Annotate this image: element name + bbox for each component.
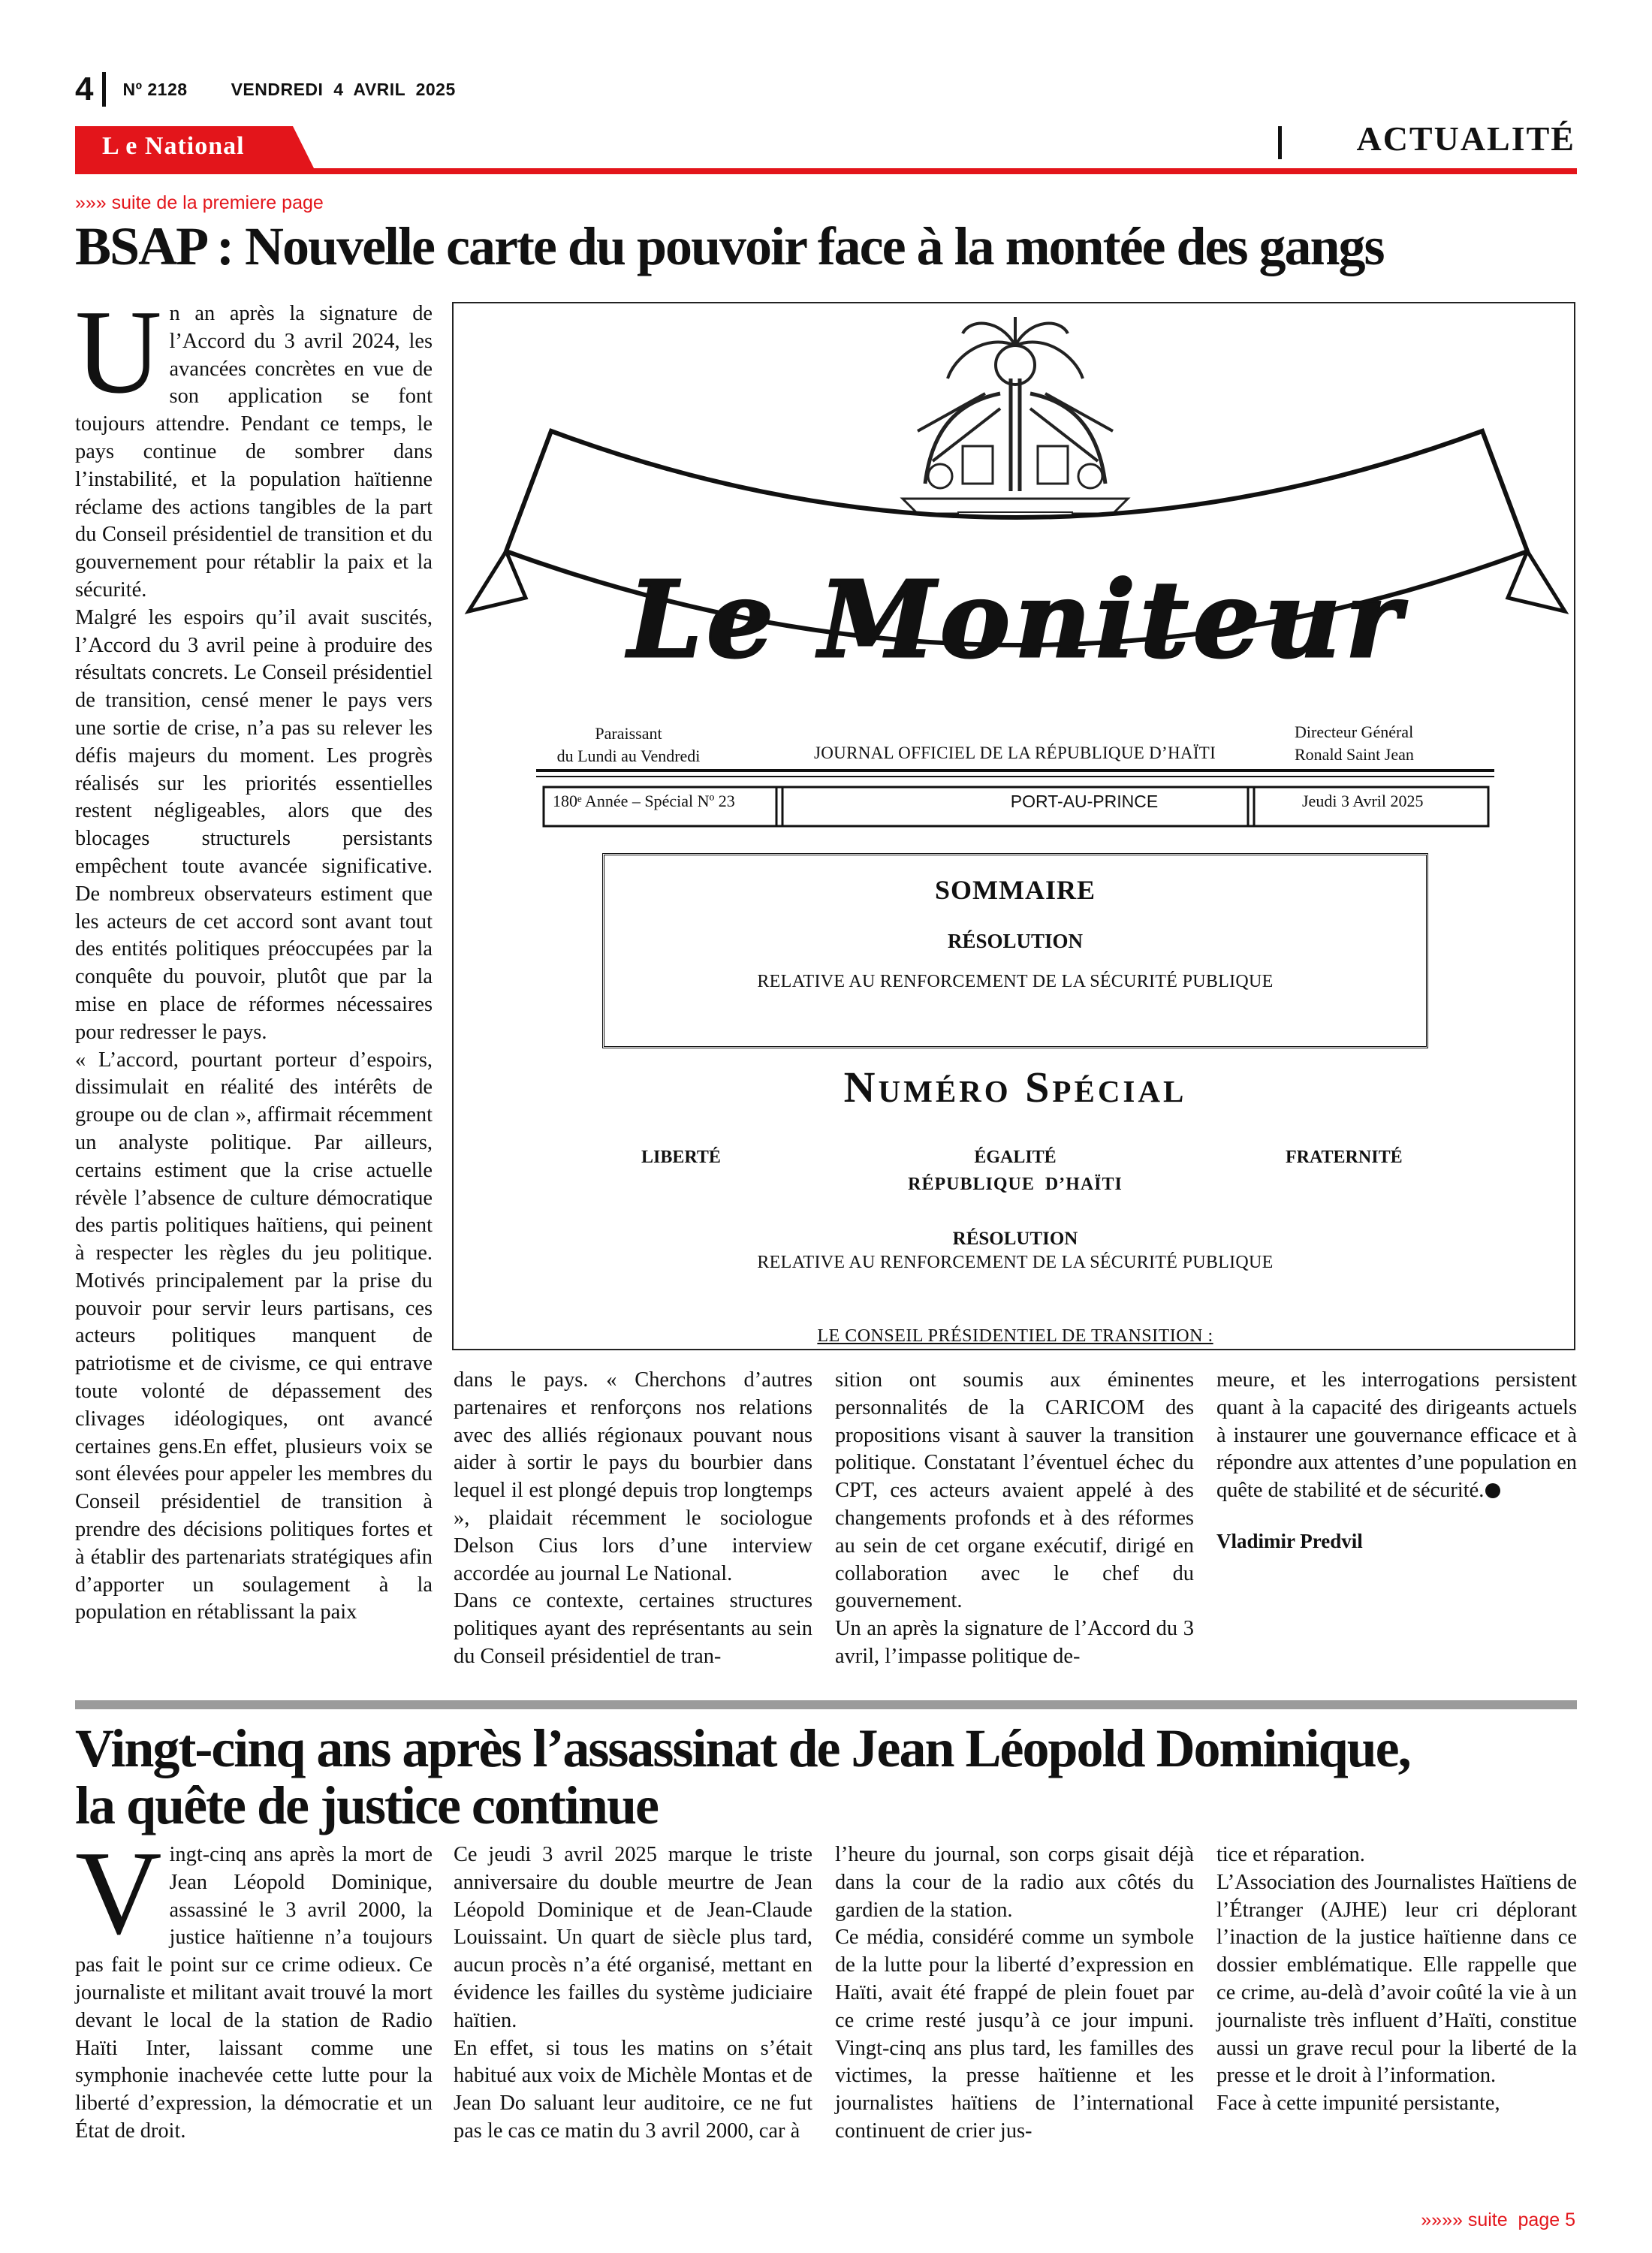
director-name: Ronald Saint Jean [1295,745,1414,764]
conseil-line: LE CONSEIL PRÉSIDENTIEL DE TRANSITION : [817,1326,1213,1346]
issue-date: VENDREDI 4 AVRIL 2025 [231,79,456,99]
page-number-divider [102,72,106,107]
article2-headline-line-2: la quête de justice continue [75,1775,658,1836]
article2-paragraph: Ce média, considéré comme un symbole de la lutte pour la liberté d’expression en Haïti, avait été frappé de plein fouet par ce crime resté jusqu’à ce jour impuni. Vingt-cinq ans plus tard, les familles des victimes, la presse haïtienne et les journalistes haïtiens de l’international continuent de crier jus- [835,1926,1194,2143]
article2-headline [75,1720,1577,1835]
paraissant-label: Paraissant [595,724,662,743]
page-header-left [75,72,456,107]
article1-column-4 [1216,1367,1577,1555]
motto-egalite: ÉGALITÉ [974,1148,1057,1167]
numero-special: Numéro Spécial [843,1063,1187,1111]
motto-fraternite: FRATERNITÉ [1286,1148,1403,1167]
resolution-heading: RÉSOLUTION [952,1229,1078,1249]
director-title: Directeur Général [1295,722,1414,741]
end-mark-icon [1485,1483,1500,1498]
motto-liberte: LIBERTÉ [641,1148,721,1167]
article1-paragraph: Un an après la signature de l’Accord du 3 avril, l’impasse politique de- [835,1617,1194,1668]
sommaire-title: SOMMAIRE [935,875,1096,905]
article1-paragraph: dans le pays. « Cherchons d’autres partenaires et renforçons nos relations avec des alliés régionaux pouvant nous aider à sortir le pays du bourbier dans lequel il est plongé depuis trop longtemps », plaidait récemment le sociologue Delson Cius lors d’une interview accordée au journal Le National. [454,1368,812,1585]
article2-paragraph: Face à cette impunité persistante, [1216,2092,1500,2116]
article2-paragraph: ingt-cinq ans après la mort de Jean Léopold Dominique, assassiné le 3 avril 2000, la justice haïtienne n’a toujours pas fait le point sur ce crime odieux. Ce journaliste et militant avait trouvé la mort devant le local de la station de Radio Haïti Inter, laissant comme une symphonie inachevée cette lutte pour la liberté d’expression, la démocratie et un État de droit. [75,1843,433,2143]
article1-column-1 [75,285,433,1627]
article1-paragraph: « L’accord, pourtant porteur d’espoirs, dissimulait en réalité des intérêts de groupe ou de clan », affirmait récemment un analyste politique. Par ailleurs, certains estiment que la crise actuelle révèle l’absence de culture démocratique des partis politiques haïtiens, qui peinent à respecter les règles du jeu politique. Motivés principalement par la prise du pouvoir pour servir leurs partisans, ces acteurs politiques manquent de patriotisme et de civisme, ce qui entrave toute volonté de dépassement des clivages idéologiques, ont avancé certaines gens.En effet, plusieurs voix se sont élevées pour appeler les membres du Conseil présidentiel de transition à prendre des décisions politiques fortes et à établir des partenariats stratégiques afin d’apporter un soulagement à la population en rétablissant la paix [75,1048,433,1624]
republique-haiti: RÉPUBLIQUE D’HAÏTI [908,1175,1123,1194]
issue-date-moniteur: Jeudi 3 Avril 2025 [1302,792,1424,810]
article2-paragraph: L’Association des Journalistes Haïtiens de l’Étranger (AJHE) leur cri déplorant l’inaction de la justice haïtienne dans ce dossier emblématique. Elle rappelle que ce crime, au-delà d’avoir coûté la vie à un journaliste très influent d’Haïti, constitue aussi un grave recul pour la liberté de la presse et le droit à l’information. [1216,1870,1577,2088]
sommaire-resolution: RÉSOLUTION [947,930,1084,952]
issue-number: Nº 2128 [122,79,188,99]
article1-byline: Vladimir Predvil [1216,1529,1363,1552]
article-separator [75,1700,1577,1709]
article1-paragraph [1216,1367,1577,1505]
article1-dropcap: U [75,285,162,418]
article1-column-2 [454,1367,812,1671]
article1-paragraph: Malgré les espoirs qu’il avait suscités, l’Accord du 3 avril peine à produire des résultats concrets. Le Conseil présidentiel de transition, censé mener le pays vers une sortie de crise, n’a pas su relever les défis majeurs du moment. Les progrès réalisés sur les priorités essentielles restent négligeables, alors que des blocages structurels persistants empêchent toute avancée significative. De nombreux observateurs estiment que les acteurs de cet accord sont avant tout des entités politiques préoccupées par la conquête du pouvoir, plutôt que par la mise en place de réformes nécessaires pour redresser le pays. [75,605,433,1044]
masthead-title: Le Moniteur [628,559,1406,682]
page-number: 4 [75,71,94,107]
issue-year: 180ᵉ Année – Spécial Nº 23 [553,792,735,810]
publication-frequency [542,722,715,768]
article2-paragraph: En effet, si tous les matins on s’était habitué aux voix de Michèle Montas et de Jean Do saluant leur auditoire, ce ne fut pas le cas ce matin du 3 avril 2000, car à [454,2036,812,2143]
article2-dropcap: V [75,1826,162,1959]
continued-on-link[interactable]: »»»» suite page 5 [1421,2209,1575,2230]
article1-column-3 [835,1367,1194,1671]
resolution-subject: RELATIVE AU RENFORCEMENT DE LA SÉCURITÉ PUBLIQUE [757,1253,1274,1272]
le-moniteur-facsimile [452,302,1575,1350]
article1-closing-text: meure, et les interrogations persistent quant à la capacité des dirigeants actuels à instaurer une gouvernance efficace et à répondre aux attentes d’une population en quête de stabilité et de sécurité. [1216,1368,1577,1503]
article2-paragraph: Ce jeudi 3 avril 2025 marque le triste anniversaire du double meurtre de Jean Léopold Dominique et de Jean-Claude Louissaint. Un quart de siècle plus tard, aucun procès n’a été organisé, mettant en évidence les failles du système judiciaire haïtien. [454,1843,812,2032]
article2-headline-line-1: Vingt-cinq ans après l’assassinat de Jean Léopold Dominique, [75,1718,1410,1778]
director-block [1295,721,1414,766]
article2-column-2 [454,1841,812,2146]
header-rule [75,168,1577,174]
article2-column-1 [75,1826,433,2146]
coat-of-arms-icon [903,317,1128,529]
article2-column-4 [1216,1841,1577,2118]
article1-paragraph: Dans ce contexte, certaines structures politiques ayant des représentants au sein du Conseil présidentiel de tran- [454,1589,812,1668]
brand-name: L e National [102,132,245,160]
sommaire-relative: RELATIVE AU RENFORCEMENT DE LA SÉCURITÉ PUBLIQUE [757,972,1274,991]
issue-city: PORT-AU-PRINCE [1010,792,1159,811]
journal-subtitle: JOURNAL OFFICIEL DE LA RÉPUBLIQUE D’HAÏTI [814,743,1216,762]
paraissant-days: du Lundi au Vendredi [556,746,701,765]
section-title: ACTUALITÉ [1356,119,1575,158]
article1-paragraph: n an après la signature de l’Accord du 3 avril 2024, les avancées concrètes en vue de son application se font toujours attendre. Pendant ce temps, le pays continue de sombrer dans l’instabilité, et la population haïtienne réclame des actions tangibles de la part du Conseil présidentiel de transition et du gouvernement pour rétablir la paix et la sécurité. [75,302,433,602]
article2-paragraph: tice et réparation. [1216,1843,1365,1866]
section-divider [1278,126,1282,159]
article2-column-3 [835,1841,1194,2146]
article1-paragraph: sition ont soumis aux éminentes personnalités de la CARICOM des propositions visant à sauver la transition politique. Constatant l’éventuel échec du CPT, ces acteurs avaient appelé à des changements profonds et à des réformes au sein de cet organe exécutif, dirigé en collaboration avec le chef du gouvernement. [835,1368,1194,1613]
article2-paragraph: l’heure du journal, son corps gisait déjà dans la cour de la radio aux côtés du gardien de la station. [835,1843,1194,1922]
continued-from-link[interactable]: »»» suite de la premiere page [75,192,324,213]
article1-headline: BSAP : Nouvelle carte du pouvoir face à la montée des gangs [75,216,1384,276]
